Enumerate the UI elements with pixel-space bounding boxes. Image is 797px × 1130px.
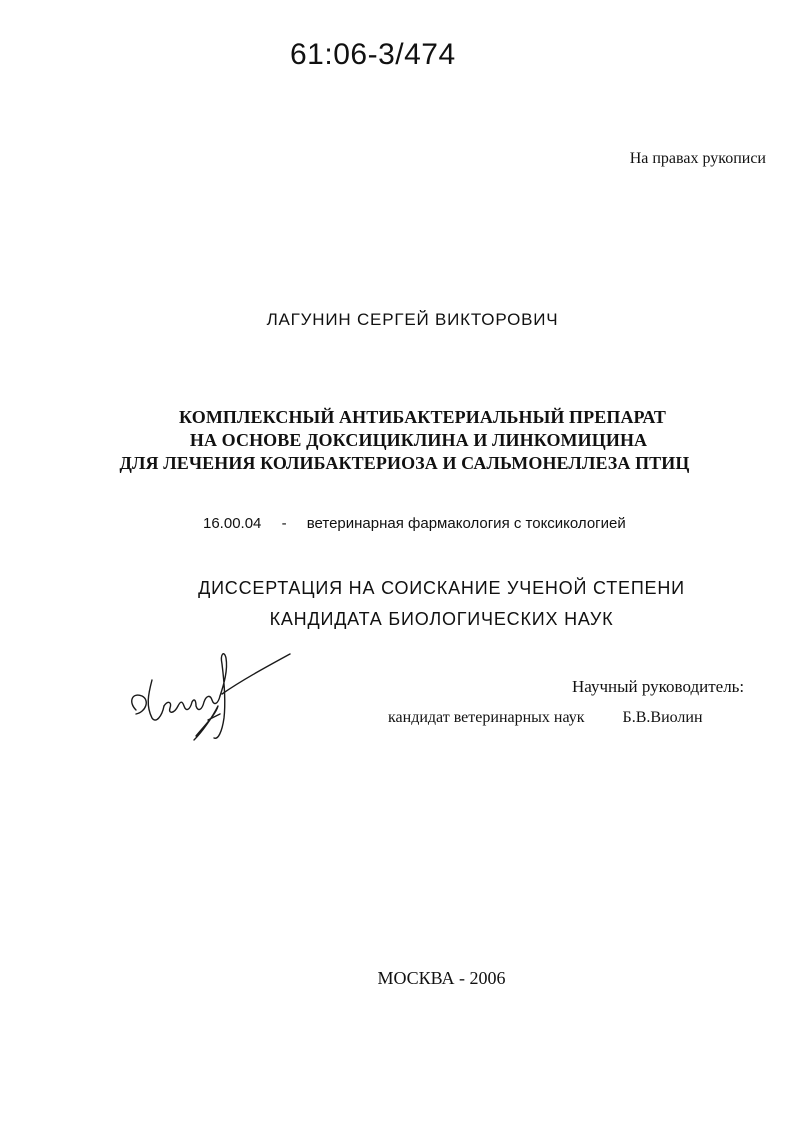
author-name: ЛАГУНИН СЕРГЕЙ ВИКТОРОВИЧ <box>266 310 559 329</box>
title-line-2: НА ОСНОВЕ ДОКСИЦИКЛИНА И ЛИНКОМИЦИНА <box>189 430 648 450</box>
title-line-1: КОМПЛЕКСНЫЙ АНТИБАКТЕРИАЛЬНЫЙ ПРЕПАРАТ <box>179 407 666 427</box>
specialty-code: 16.00.04 <box>203 515 262 532</box>
specialty-name: ветеринарная фармакология с токсикологией <box>306 515 626 532</box>
supervisor-name: Б.В.Виолин <box>622 709 703 726</box>
rights-note: На правах рукописи <box>629 150 766 167</box>
supervisor-label: Научный руководитель: <box>572 677 745 696</box>
specialty-separator: - <box>281 515 287 532</box>
dissertation-line-2: КАНДИДАТА БИОЛОГИЧЕСКИХ НАУК <box>269 609 614 629</box>
author-signature <box>122 640 298 748</box>
place-year: МОСКВА - 2006 <box>377 968 506 988</box>
catalog-number: 61:06-3/474 <box>290 38 456 71</box>
supervisor-line <box>388 709 703 727</box>
supervisor-degree: кандидат ветеринарных наук <box>388 709 585 726</box>
specialty-line <box>203 515 626 532</box>
title-line-3: ДЛЯ ЛЕЧЕНИЯ КОЛИБАКТЕРИОЗА И САЛЬМОНЕЛЛЕЗА ПТИЦ <box>119 453 690 473</box>
dissertation-line-1: ДИССЕРТАЦИЯ НА СОИСКАНИЕ УЧЕНОЙ СТЕПЕНИ <box>198 578 685 598</box>
